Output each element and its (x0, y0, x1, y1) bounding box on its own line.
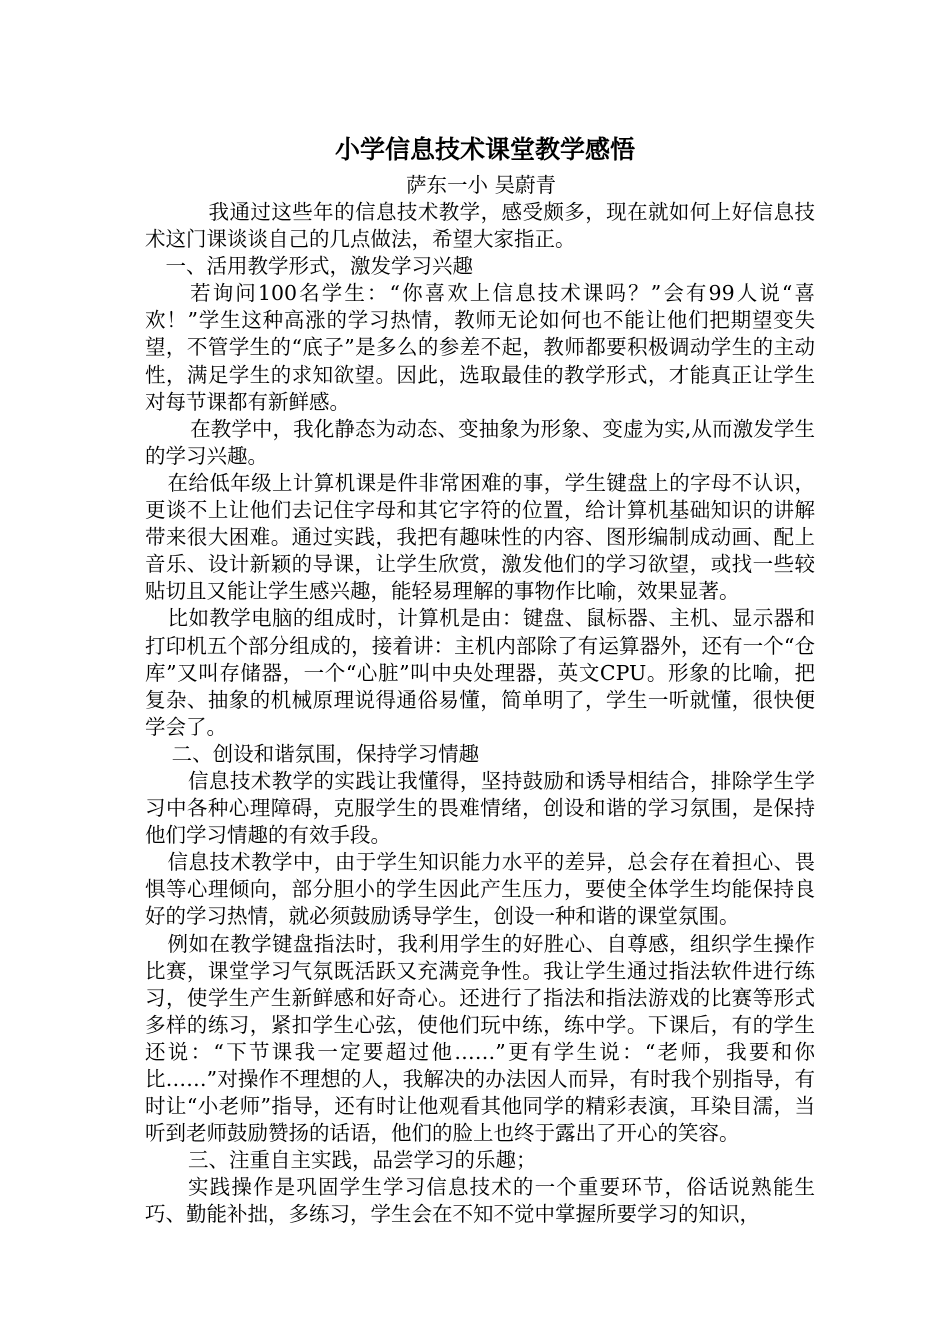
section-heading: 一、活用教学形式，激发学习兴趣 (165, 254, 473, 279)
document-title: 小学信息技术课堂教学感悟 (334, 135, 635, 164)
document-author: 萨东一小 吴蔚青 (405, 173, 557, 197)
document-body (145, 199, 815, 1229)
paragraph: 在给低年级上计算机课是件非常困难的事，学生键盘上的字母不认识，更谈不上让他们去记住字母和其它字符的位置，给计算机基础知识的讲解带来很大困难。通过实践，我把有趣味性的内容、图形编制成动画、配上音乐、设计新颖的导课，让学生欣赏，激发他们的学习欲望，或找一些较贴切且又能让学生感兴趣，能轻易理解的事物作比喻，效果显著。 (145, 470, 815, 604)
paragraph: 信息技术教学中，由于学生知识能力水平的差异，总会存在着担心、畏惧等心理倾向，部分胆小的学生因此产生压力，要使全体学生均能保持良好的学习热情，就必须鼓励诱导学生，创设一种和谐的课堂氛围。 (145, 850, 815, 929)
paragraph: 实践操作是巩固学生学习信息技术的一个重要环节，俗话说熟能生巧、勤能补拙，多练习，学生会在不知不觉中掌握所要学习的知识， (145, 1175, 815, 1227)
section-heading: 二、创设和谐氛围，保持学习情趣 (171, 741, 480, 766)
paragraph: 在教学中，我化静态为动态、变抽象为形象、变虚为实,从而激发学生的学习兴趣。 (145, 416, 815, 468)
paragraph: 信息技术教学的实践让我懂得，坚持鼓励和诱导相结合，排除学生学习中各种心理障碍，克服学生的畏难情绪，创设和谐的学习氛围，是保持他们学习情趣的有效手段。 (145, 768, 815, 848)
section-heading: 三、注重自主实践，品尝学习的乐趣； (188, 1148, 537, 1173)
paragraph: 比如教学电脑的组成时，计算机是由：键盘、鼠标器、主机、显示器和打印机五个部分组成的，接着讲：主机内部除了有运算器外，还有一个“仓库”又叫存储器，一个“心脏”叫中央处理器，英文CPU。形象的比喻，把复杂、抽象的机械原理说得通俗易懂，简单明了，学生一听就懂，很快便学会了。 (145, 606, 815, 739)
paragraph: 若询问100名学生：“你喜欢上信息技术课吗？”会有99人说“喜欢！”学生这种高涨的学习热情，教师无论如何也不能让他们把期望变失望，不管学生的“底子”是多么的参差不起，教师都要积极调动学生的主动性，满足学生的求知欲望。因此，选取最佳的教学形式，才能真正让学生对每节课都有新鲜感。 (145, 281, 815, 414)
paragraph: 我通过这些年的信息技术教学，感受颇多，现在就如何上好信息技术这门课谈谈自己的几点做法，希望大家指正。 (145, 200, 815, 252)
paragraph: 例如在教学键盘指法时，我利用学生的好胜心、自尊感，组织学生操作比赛，课堂学习气氛既活跃又充满竞争性。我让学生通过指法软件进行练习，使学生产生新鲜感和好奇心。还进行了指法和指法游戏的比赛等形式多样的练习，紧扣学生心弦，使他们玩中练，练中学。下课后，有的学生还说：“下节课我一定要超过他……”更有学生说：“老师，我要和你比……”对操作不理想的人，我解决的办法因人而异，有时我个别指导，有时让“小老师”指导，还有时让他观看其他同学的精彩表演，耳染目濡，当听到老师鼓励赞扬的话语，他们的脸上也终于露出了开心的笑容。 (145, 931, 815, 1146)
document-page (145, 128, 815, 1229)
